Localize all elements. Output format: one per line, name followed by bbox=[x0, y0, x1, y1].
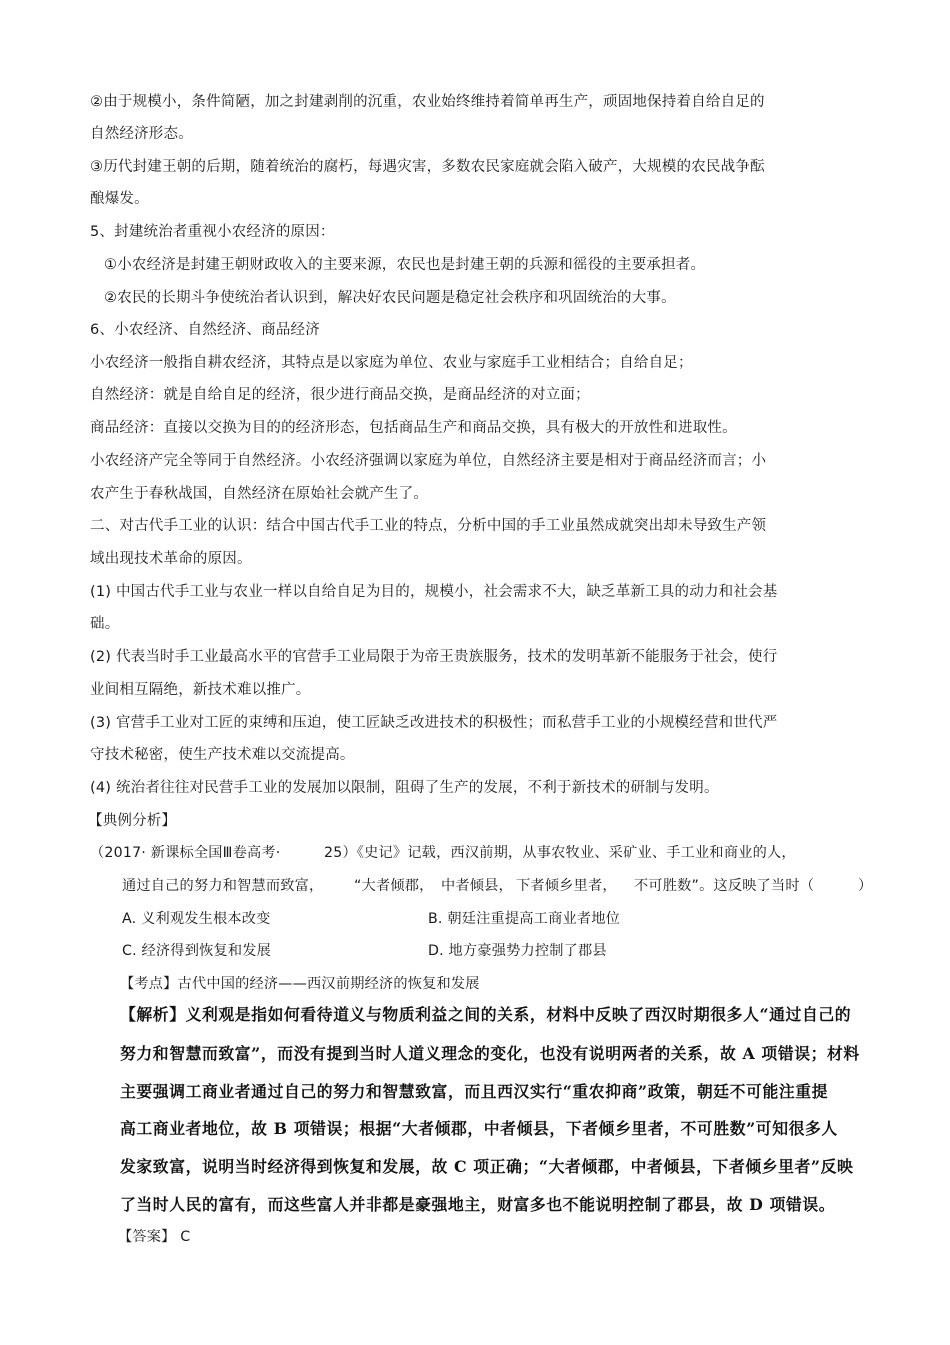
text-line: 域出现技术革命的原因。 bbox=[90, 551, 252, 567]
question-stem: 通过自己的努力和智慧而致富， bbox=[122, 878, 324, 894]
text-line: 酿爆发。 bbox=[90, 191, 149, 207]
text-line: ②由于规模小，条件简陋，加之封建剥削的沉重，农业始终维持着简单再生产，顽固地保持着自给自足的 bbox=[90, 94, 765, 110]
answer-line: 【答案】 C bbox=[118, 1229, 191, 1245]
text-line: 商品经济：直接以交换为目的的经济形态，包括商品生产和商品交换，具有极大的开放性和进取性。 bbox=[90, 420, 737, 436]
text-line: 自然经济形态。 bbox=[90, 126, 193, 142]
text-line: 业间相互隔绝，新技术难以推广。 bbox=[90, 682, 311, 698]
text-line: ②农民的长期斗争使统治者认识到，解决好农民问题是稳定社会秩序和巩固统治的大事。 bbox=[104, 290, 676, 306]
question-stem: 中者倾县， bbox=[441, 878, 513, 894]
jiexi-line: 高工商业者地位，故 B 项错误；根据“大者倾郡，中者倾县，下者倾乡里者，不可胜数”可知很多人 bbox=[120, 1119, 838, 1138]
question-stem: 不可胜数”。这反映了当时（ bbox=[634, 878, 815, 894]
option-c: C. 经济得到恢复和发展 bbox=[122, 943, 272, 959]
text-line: ①小农经济是封建王朝财政收入的主要来源，农民也是封建王朝的兵源和徭役的主要承担者。 bbox=[104, 257, 706, 273]
text-line: ③历代封建王朝的后期，随着统治的腐朽，每遇灾害，多数农民家庭就会陷入破产，大规模的农民战争酝 bbox=[90, 159, 765, 175]
section-heading: 二、对古代手工业的认识：结合中国古代手工业的特点，分析中国的手工业虽然成就突出却未导致生产领 bbox=[90, 518, 767, 534]
jiexi-line: 努力和智慧而致富”，而没有提到当时人道义理念的变化，也没有说明两者的关系，故 A 项错误；材料 bbox=[120, 1044, 860, 1063]
question-source: （2017· 新课标全国Ⅲ卷高考· bbox=[90, 845, 281, 861]
text-line: 小农经济一般指自耕农经济，其特点是以家庭为单位、农业与家庭手工业相结合；自给自足； bbox=[90, 355, 693, 371]
option-d: D. 地方豪强势力控制了郡县 bbox=[428, 943, 607, 959]
text-line: (3) 官营手工业对工匠的束缚和压迫，使工匠缺乏改进技术的积极性；而私营手工业的小规模经营和世代严 bbox=[90, 715, 778, 731]
text-line: 础。 bbox=[90, 616, 120, 632]
option-b: B. 朝廷注重提高工商业者地位 bbox=[428, 911, 621, 927]
text-line: 农产生于春秋战国，自然经济在原始社会就产生了。 bbox=[90, 486, 429, 502]
section-heading: 6、小农经济、自然经济、商品经济 bbox=[90, 322, 320, 338]
question-stem: ） bbox=[858, 878, 873, 894]
text-line: 自然经济：就是自给自足的经济，很少进行商品交换，是商品经济的对立面； bbox=[90, 387, 590, 403]
jiexi-line: 【解析】义利观是指如何看待道义与物质利益之间的关系，材料中反映了西汉时期很多人“通过自己的 bbox=[120, 1005, 852, 1024]
text-line: (1) 中国古代手工业与农业一样以自给自足为目的，规模小，社会需求不大，缺乏革新工具的动力和社会基 bbox=[90, 584, 778, 600]
text-line: 守技术秘密，使生产技术难以交流提高。 bbox=[90, 747, 355, 763]
text-line: (4) 统治者往往对民营手工业的发展加以限制，阻碍了生产的发展，不利于新技术的研制与发明。 bbox=[90, 780, 719, 796]
jiexi-line: 主要强调工商业者通过自己的努力和智慧致富，而且西汉实行“重农抑商”政策，朝廷不可能注重提 bbox=[120, 1082, 829, 1101]
jiexi-line: 发家致富，说明当时经济得到恢复和发展，故 C 项正确；“大者倾郡，中者倾县，下者倾乡里者”反映 bbox=[120, 1157, 854, 1176]
text-line: (2) 代表当时手工业最高水平的官营手工业局限于为帝王贵族服务，技术的发明革新不能服务于社会，使行 bbox=[90, 649, 778, 665]
question-stem: 25）《史记》记载，西汉前期，从事农牧业、采矿业、手工业和商业的人， bbox=[324, 845, 796, 861]
section-heading: 5、封建统治者重视小农经济的原因： bbox=[90, 224, 335, 240]
question-stem: “大者倾郡， bbox=[354, 878, 434, 894]
text-line: 小农经济产完全等同于自然经济。小农经济强调以家庭为单位，自然经济主要是相对于商品经济而言；小 bbox=[90, 453, 767, 469]
jiexi-line: 了当时人民的富有，而这些富人并非都是豪强地主，财富多也不能说明控制了郡县，故 D 项错误。 bbox=[120, 1195, 836, 1214]
question-stem: 下者倾乡里者， bbox=[516, 878, 617, 894]
option-a: A. 义利观发生根本改变 bbox=[122, 911, 271, 927]
example-heading: 【典例分析】 bbox=[88, 813, 177, 829]
kaodian-line: 【考点】古代中国的经济——西汉前期经济的恢复和发展 bbox=[120, 976, 480, 992]
